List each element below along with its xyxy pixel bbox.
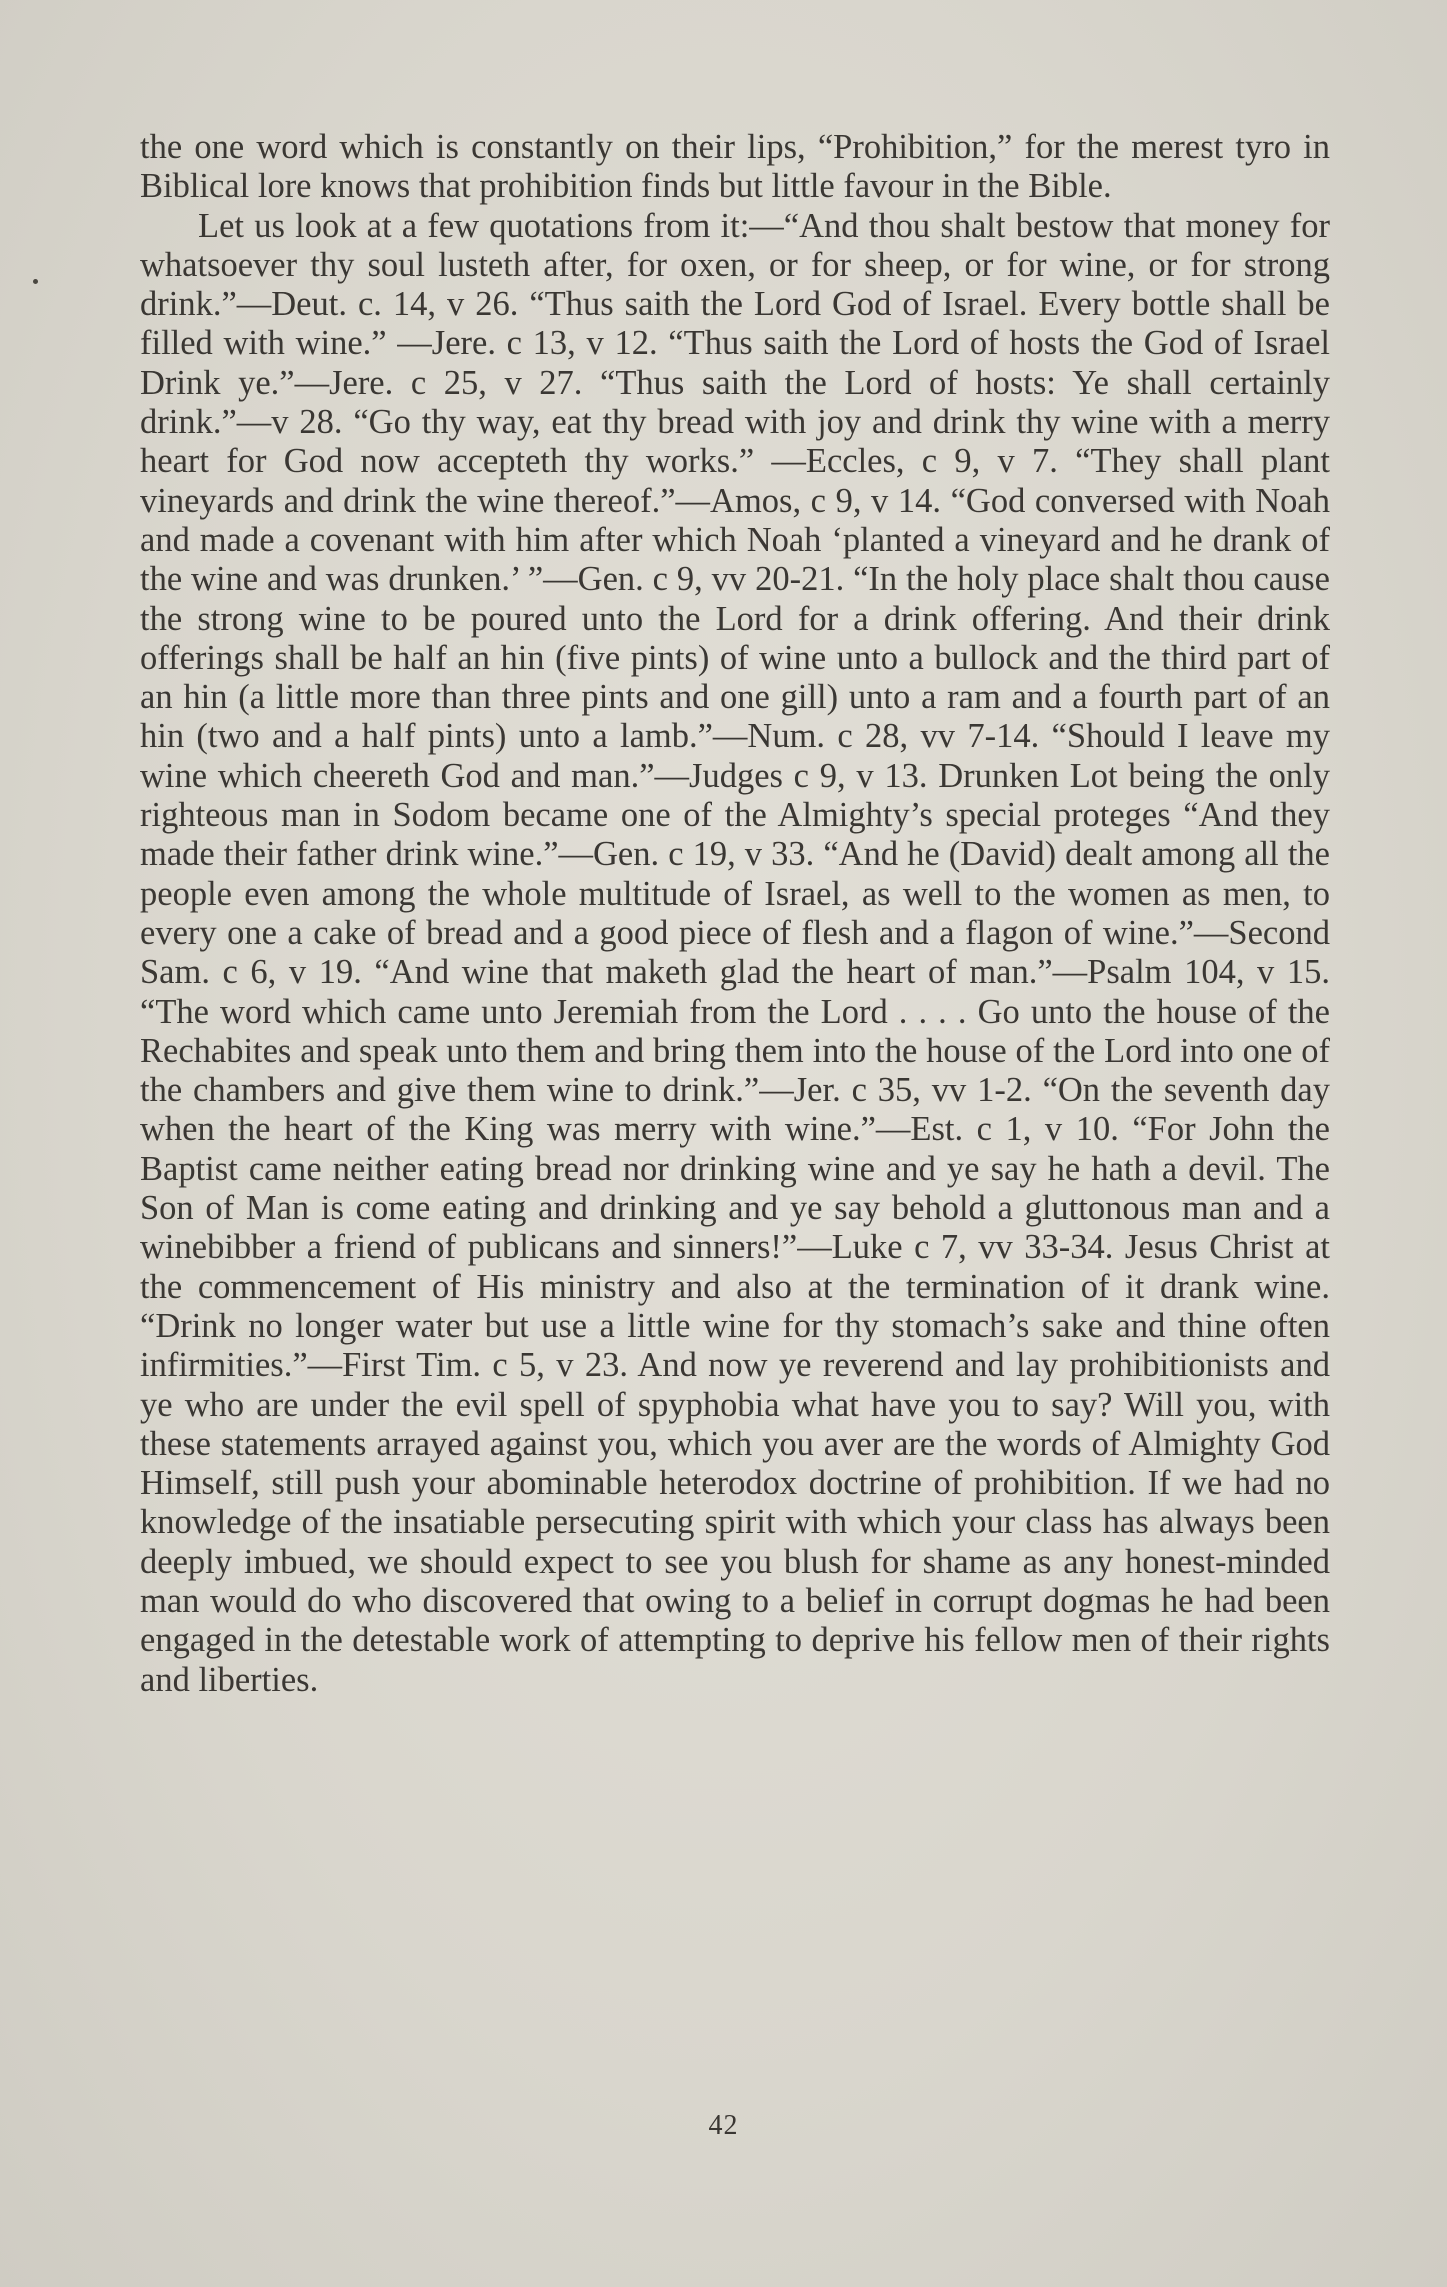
paragraph-quotations: Let us look at a few quotations from it:—“And thou shalt bestow that money for whatsoever thy soul lusteth after, for oxen, or for sheep, or for wine, or for strong drink.”—Deut. c. 14, v 26. “Thus saith the Lord God of Israel. Every bottle shall be filled with wine.” —Jere. c 13, v 12. “Thus saith the Lord of hosts the God of Israel Drink ye.”—Jere. c 25, v 27. “Thus saith the Lord of hosts: Ye shall certainly drink.”—v 28. “Go thy way, eat thy bread with joy and drink thy wine with a merry heart for God now accepteth thy works.” —Eccles, c 9, v 7. “They shall plant vineyards and drink the wine thereof.”—Amos, c 9, v 14. “God conversed with Noah and made a covenant with him after which Noah ‘planted a vineyard and he drank of the wine and was drunken.’ ”—Gen. c 9, vv 20-21. “In the holy place shalt thou cause the strong wine to be poured unto the Lord for a drink offering. And their drink offerings shall be half an hin (five pints) of wine unto a bullock and the third part of an hin (a little more than three pints and one gill) unto a ram and a fourth part of an hin (two and a half pints) unto a lamb.”—Num. c 28, vv 7-14. “Should I leave my wine which cheereth God and man.”—Judges c 9, v 13. Drunken Lot being the only righteous man in Sodom became one of the Almighty’s special proteges “And they made their father drink wine.”—Gen. c 19, v 33. “And he (David) dealt among all the people even among the whole multitude of Israel, as well to the women as men, to every one a cake of bread and a good piece of flesh and a flagon of wine.”—Second Sam. c 6, v 19. “And wine that maketh glad the heart of man.”—Psalm 104, v 15. “The word which came unto Jeremiah from the Lord . . . . Go unto the house of the Rechabites and speak unto them and bring them into the house of the Lord into one of the chambers and give them wine to drink.”—Jer. c 35, vv 1-2. “On the seventh day when the heart of the King was merry with wine.”—Est. c 1, v 10. “For John the Baptist came neither eating bread nor drinking wine and ye say he hath a devil. The Son of Man is come eating and drinking and ye say behold a gluttonous man and a winebibber a friend of publicans and sinners!”—Luke c 7, vv 33-34. Jesus Christ at the commencement of His ministry and also at the termination of it drank wine. “Drink no longer water but use a little wine for thy stomach’s sake and thine often infirmities.”—First Tim. c 5, v 23. And now ye reverend and lay prohibitionists and ye who are under the evil spell of spyphobia what have you to say? Will you, with these statements arrayed against you, which you aver are the words of Almighty God Himself, still push your abominable heterodox doctrine of prohibition. If we had no knowledge of the insatiable persecuting spirit with which your class has always been deeply imbued, we should expect to see you blush for shame as any honest-minded man would do who discovered that owing to a belief in corrupt dogmas he had been engaged in the detestable work of attempting to deprive his fellow men of their rights and liberties. [140,206,1330,1699]
ink-speck [33,279,38,284]
body-text [140,128,1330,1700]
paragraph-continued: the one word which is constantly on their lips, “Prohibition,” for the merest tyro in Biblical lore knows that prohibition finds but little favour in the Bible. [140,128,1330,206]
page-number: 42 [708,2110,739,2141]
